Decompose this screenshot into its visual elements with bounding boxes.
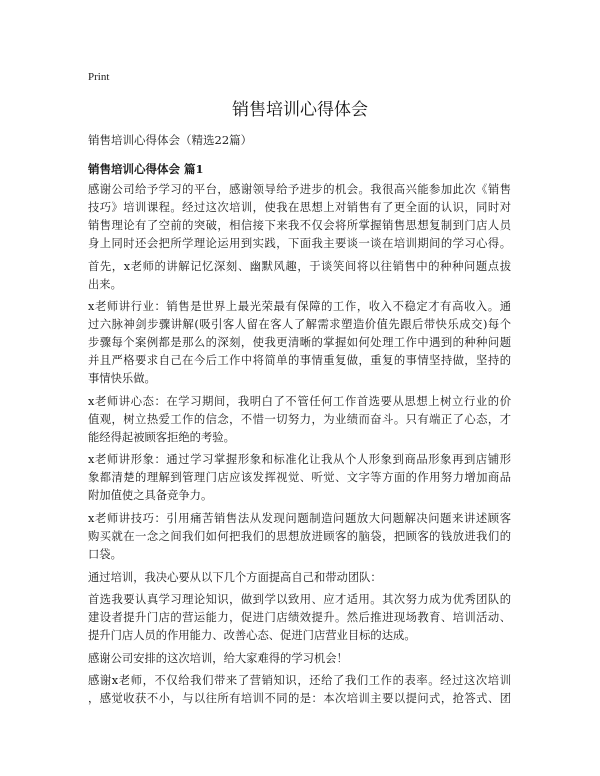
paragraph	[88, 569, 511, 587]
paragraph-line: 感谢x老师，不仅给我们带来了营销知识，还给了我们工作的表率。经过这次培训	[88, 674, 511, 688]
paragraph-line: 技巧》培训课程。经过这次培训，使我在思想上对销售有了更全面的认识，同时对	[88, 201, 511, 214]
paragraph-line: 值观，树立热爱工作的信念，不惜一切努力，为业绩而奋斗。只有端正了心态，才	[88, 412, 511, 426]
paragraph-line: ，感觉收获不小，与以往所有培训不同的是：本次培训主要以提问式，抢答式、团	[88, 692, 511, 706]
section-heading: 销售培训心得体会 篇1	[88, 162, 204, 176]
paragraph	[88, 672, 511, 708]
paragraph-line: 附加值使之具备竞争力。	[88, 489, 213, 503]
paragraph-line: 出来。	[88, 277, 122, 291]
paragraph-line: x老师讲形象：通过学习掌握形象和标准化让我从个人形象到商品形象再到店铺形	[88, 453, 511, 467]
paragraph-line: 口袋。	[88, 547, 122, 561]
document-subtitle: 销售培训心得体会（精选22篇）	[88, 133, 253, 147]
paragraph	[88, 650, 511, 668]
paragraph-line: 通过培训，我决心要从以下几个方面提高自己和带动团队：	[88, 570, 382, 584]
paragraph-line: 感谢公司安排的这次培训，给大家难得的学习机会！	[88, 651, 348, 665]
paragraph-line: x老师讲行业：销售是世界上最光荣最有保障的工作，收入不稳定才有高收入。通	[88, 300, 511, 314]
paragraph	[88, 393, 511, 447]
paragraph	[88, 181, 511, 253]
paragraph-line: 事情快乐做。	[88, 372, 156, 386]
document-body	[88, 181, 511, 713]
paragraph	[88, 510, 511, 564]
paragraph-line: 销售理论有了空前的突破，相信接下来我不仅会将所掌握销售思想复制到门店人员	[88, 219, 511, 232]
paragraph-line: 建设者提升门店的营运能力，促进门店绩效提升。然后推进现场教育、培训活动、	[88, 611, 511, 625]
paragraph-line: x老师讲心态：在学习期间，我明白了不管任何工作首选要从思想上树立行业的价	[88, 394, 511, 408]
paragraph-line: x老师讲技巧：引用痛苦销售法从发现问题制造问题放大问题解决问题来讲述顾客	[88, 511, 511, 525]
paragraph	[88, 298, 511, 388]
print-link[interactable]: Print	[88, 71, 110, 83]
paragraph-line: 过六脉神剑步骤讲解(吸引客人留在客人了解需求塑造价值先跟后带快乐成交)每个	[88, 318, 511, 332]
paragraph-line: 象都清楚的理解到管理门店应该发挥视觉、听觉、文字等方面的作用努力增加商品	[88, 471, 511, 485]
paragraph-line: 并且严格要求自己在今后工作中将简单的事情重复做，重复的事情坚持做，坚持的	[88, 354, 511, 368]
paragraph-line: 首选我要认真学习理论知识，做到学以致用、应才适用。其次努力成为优秀团队的	[88, 593, 511, 607]
paragraph	[88, 591, 511, 645]
paragraph-line: 身上同时还会把所学理论运用到实践，下面我主要谈一谈在培训期间的学习心得。	[88, 237, 511, 250]
paragraph-line: 能经得起被顾客拒绝的考验。	[88, 430, 235, 444]
paragraph-line: 步骤每个案例都是那么的深刻，使我更清晰的掌握如何处理工作中遇到的种种问题	[88, 336, 511, 350]
paragraph	[88, 451, 511, 505]
paragraph-line: 感谢公司给予学习的平台，感谢领导给予进步的机会。我很高兴能参加此次《销售	[88, 183, 511, 196]
paragraph-line: 首先，x老师的讲解记忆深刻、幽默风趣，于谈笑间将以往销售中的种种问题点拔	[88, 259, 511, 273]
paragraph	[88, 258, 511, 294]
document-title: 销售培训心得体会	[232, 100, 368, 120]
paragraph-line: 提升门店人员的作用能力、改善心态、促进门店营业目标的达成。	[88, 629, 416, 643]
paragraph-line: 购买就在一念之间我们如何把我们的思想放进顾客的脑袋，把顾客的钱放进我们的	[88, 529, 511, 543]
